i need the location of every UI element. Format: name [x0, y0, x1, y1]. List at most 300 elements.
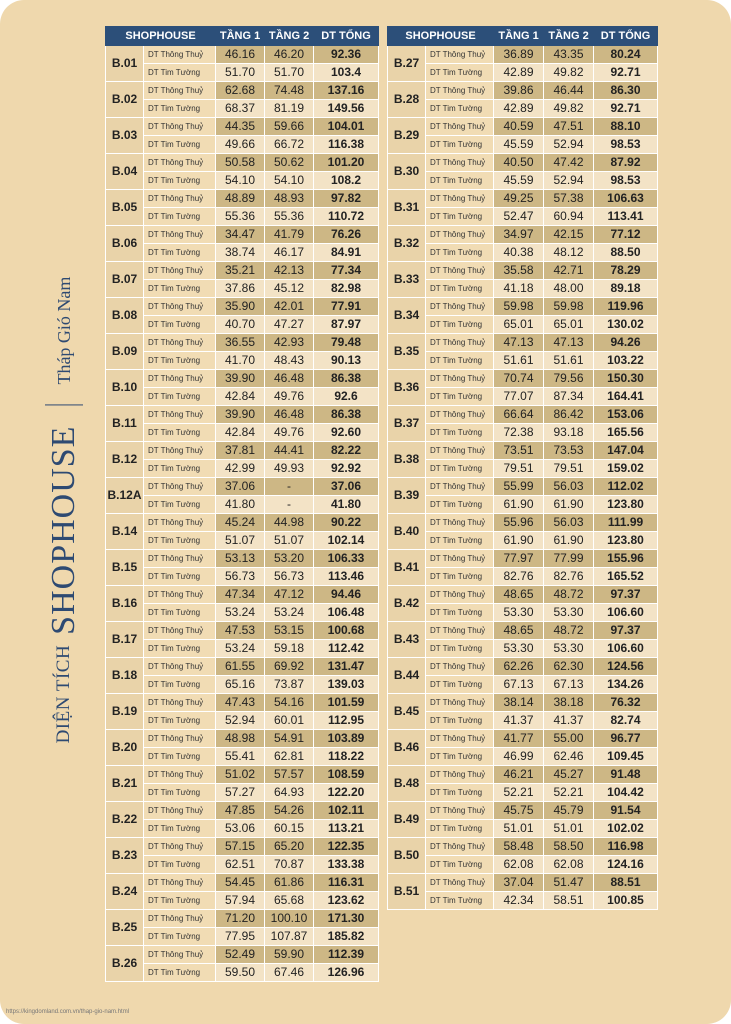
total-area: 80.24 — [594, 46, 658, 64]
row-label-tim-tuong: DT Tim Tường — [426, 280, 494, 298]
total-area: 124.56 — [594, 658, 658, 676]
floor1-area: 34.97 — [494, 226, 544, 244]
unit-code: B.14 — [106, 514, 144, 550]
row-label-thong-thuy: DT Thông Thuỷ — [426, 334, 494, 352]
floor2-area: 60.15 — [265, 820, 314, 838]
total-area: 87.97 — [314, 316, 379, 334]
unit-code: B.01 — [106, 46, 144, 82]
row-label-thong-thuy: DT Thông Thuỷ — [144, 802, 216, 820]
unit-code: B.06 — [106, 226, 144, 262]
header-floor1: TẦNG 1 — [216, 27, 265, 46]
floor1-area: 35.21 — [216, 262, 265, 280]
row-label-thong-thuy: DT Thông Thuỷ — [144, 622, 216, 640]
table-row — [106, 118, 379, 136]
table-row — [106, 136, 379, 154]
floor1-area: 71.20 — [216, 910, 265, 928]
floor1-area: 50.58 — [216, 154, 265, 172]
floor2-area: 82.76 — [544, 568, 594, 586]
table-row — [106, 604, 379, 622]
table-row — [388, 388, 658, 406]
total-area: 103.4 — [314, 64, 379, 82]
floor1-area: 52.21 — [494, 784, 544, 802]
total-area: 112.39 — [314, 946, 379, 964]
unit-code: B.43 — [388, 622, 426, 658]
total-area: 97.37 — [594, 586, 658, 604]
total-area: 92.36 — [314, 46, 379, 64]
table-row — [106, 586, 379, 604]
table-row — [388, 748, 658, 766]
total-area: 153.06 — [594, 406, 658, 424]
floor2-area: 42.93 — [265, 334, 314, 352]
row-label-tim-tuong: DT Tim Tường — [426, 676, 494, 694]
floor1-area: 59.98 — [494, 298, 544, 316]
table-row — [106, 442, 379, 460]
floor2-area: 47.42 — [544, 154, 594, 172]
total-area: 112.42 — [314, 640, 379, 658]
row-label-thong-thuy: DT Thông Thuỷ — [144, 478, 216, 496]
floor2-area: 65.20 — [265, 838, 314, 856]
table-row — [106, 820, 379, 838]
table-row — [106, 622, 379, 640]
unit-code: B.34 — [388, 298, 426, 334]
table-row — [106, 802, 379, 820]
table-row — [106, 946, 379, 964]
floor2-area: 49.82 — [544, 100, 594, 118]
total-area: 165.56 — [594, 424, 658, 442]
table-row — [106, 784, 379, 802]
unit-code: B.08 — [106, 298, 144, 334]
unit-code: B.49 — [388, 802, 426, 838]
floor2-area: 48.72 — [544, 586, 594, 604]
row-label-tim-tuong: DT Tim Tường — [144, 316, 216, 334]
row-label-thong-thuy: DT Thông Thuỷ — [144, 118, 216, 136]
table-row — [106, 856, 379, 874]
floor1-area: 39.90 — [216, 406, 265, 424]
table-row — [388, 244, 658, 262]
table-row — [106, 154, 379, 172]
side-divider — [45, 405, 83, 406]
row-label-tim-tuong: DT Tim Tường — [144, 388, 216, 406]
row-label-tim-tuong: DT Tim Tường — [426, 136, 494, 154]
header-code: SHOPHOUSE — [106, 27, 216, 46]
table-row — [106, 64, 379, 82]
total-area: 134.26 — [594, 676, 658, 694]
row-label-thong-thuy: DT Thông Thuỷ — [426, 154, 494, 172]
floor2-area: 41.37 — [544, 712, 594, 730]
floor2-area: 69.92 — [265, 658, 314, 676]
floor1-area: 55.96 — [494, 514, 544, 532]
table-row — [388, 694, 658, 712]
table-row — [388, 46, 658, 64]
total-area: 77.34 — [314, 262, 379, 280]
shophouse-table-left — [105, 26, 379, 982]
floor2-area: 52.94 — [544, 172, 594, 190]
unit-code: B.44 — [388, 658, 426, 694]
floor1-area: 73.51 — [494, 442, 544, 460]
table-row — [388, 730, 658, 748]
floor2-area: 51.01 — [544, 820, 594, 838]
row-label-tim-tuong: DT Tim Tường — [144, 460, 216, 478]
floor1-area: 52.49 — [216, 946, 265, 964]
floor2-area: 46.48 — [265, 406, 314, 424]
floor2-area: 45.79 — [544, 802, 594, 820]
total-area: 90.22 — [314, 514, 379, 532]
floor1-area: 61.55 — [216, 658, 265, 676]
total-area: 77.12 — [594, 226, 658, 244]
floor2-area: 62.30 — [544, 658, 594, 676]
unit-code: B.37 — [388, 406, 426, 442]
floor1-area: 46.99 — [494, 748, 544, 766]
row-label-tim-tuong: DT Tim Tường — [426, 352, 494, 370]
row-label-thong-thuy: DT Thông Thuỷ — [426, 694, 494, 712]
unit-code: B.12 — [106, 442, 144, 478]
floor2-area: 47.51 — [544, 118, 594, 136]
row-label-tim-tuong: DT Tim Tường — [144, 136, 216, 154]
unit-code: B.02 — [106, 82, 144, 118]
floor1-area: 42.99 — [216, 460, 265, 478]
floor1-area: 49.66 — [216, 136, 265, 154]
unit-code: B.04 — [106, 154, 144, 190]
table-row — [388, 514, 658, 532]
total-area: 89.18 — [594, 280, 658, 298]
floor2-area: 93.18 — [544, 424, 594, 442]
table-row — [106, 892, 379, 910]
unit-code: B.28 — [388, 82, 426, 118]
floor1-area: 42.89 — [494, 100, 544, 118]
row-label-thong-thuy: DT Thông Thuỷ — [426, 838, 494, 856]
table-row — [388, 460, 658, 478]
floor2-area: 70.87 — [265, 856, 314, 874]
total-area: 126.96 — [314, 964, 379, 982]
table-row — [388, 568, 658, 586]
floor1-area: 53.24 — [216, 604, 265, 622]
floor1-area: 38.74 — [216, 244, 265, 262]
floor2-area: 54.16 — [265, 694, 314, 712]
table-row — [388, 874, 658, 892]
row-label-tim-tuong: DT Tim Tường — [426, 856, 494, 874]
row-label-thong-thuy: DT Thông Thuỷ — [144, 658, 216, 676]
floor1-area: 53.06 — [216, 820, 265, 838]
total-area: 86.38 — [314, 406, 379, 424]
total-area: 79.48 — [314, 334, 379, 352]
total-area: 92.92 — [314, 460, 379, 478]
total-area: 77.91 — [314, 298, 379, 316]
floor2-area: 47.12 — [265, 586, 314, 604]
floor1-area: 34.47 — [216, 226, 265, 244]
row-label-tim-tuong: DT Tim Tường — [426, 460, 494, 478]
floor2-area: 48.72 — [544, 622, 594, 640]
table-row — [106, 640, 379, 658]
total-area: 119.96 — [594, 298, 658, 316]
floor1-area: 47.43 — [216, 694, 265, 712]
total-area: 76.26 — [314, 226, 379, 244]
total-area: 92.60 — [314, 424, 379, 442]
table-row — [388, 298, 658, 316]
total-area: 116.31 — [314, 874, 379, 892]
table-row — [388, 550, 658, 568]
floor2-area: 59.90 — [265, 946, 314, 964]
table-row — [106, 928, 379, 946]
table-row — [106, 262, 379, 280]
floor1-area: 46.21 — [494, 766, 544, 784]
table-row — [388, 586, 658, 604]
floor1-area: 47.53 — [216, 622, 265, 640]
row-label-thong-thuy: DT Thông Thuỷ — [144, 154, 216, 172]
floor1-area: 45.24 — [216, 514, 265, 532]
floor1-area: 51.61 — [494, 352, 544, 370]
total-area: 139.03 — [314, 676, 379, 694]
table-row — [106, 766, 379, 784]
unit-code: B.46 — [388, 730, 426, 766]
total-area: 92.71 — [594, 100, 658, 118]
row-label-tim-tuong: DT Tim Tường — [426, 784, 494, 802]
unit-code: B.35 — [388, 334, 426, 370]
row-label-thong-thuy: DT Thông Thuỷ — [426, 622, 494, 640]
table-row — [106, 838, 379, 856]
floor1-area: 57.15 — [216, 838, 265, 856]
total-area: 110.72 — [314, 208, 379, 226]
total-area: 106.63 — [594, 190, 658, 208]
floor1-area: 72.38 — [494, 424, 544, 442]
unit-code: B.32 — [388, 226, 426, 262]
table-row — [388, 64, 658, 82]
unit-code: B.33 — [388, 262, 426, 298]
total-area: 94.26 — [594, 334, 658, 352]
table-row — [106, 874, 379, 892]
floor2-area: 59.66 — [265, 118, 314, 136]
row-label-thong-thuy: DT Thông Thuỷ — [426, 370, 494, 388]
unit-code: B.26 — [106, 946, 144, 982]
table-row — [106, 478, 379, 496]
floor1-area: 62.51 — [216, 856, 265, 874]
table-row — [388, 892, 658, 910]
row-label-thong-thuy: DT Thông Thuỷ — [426, 82, 494, 100]
floor2-area: 49.76 — [265, 424, 314, 442]
unit-code: B.12A — [106, 478, 144, 514]
total-area: 82.22 — [314, 442, 379, 460]
table-row — [106, 316, 379, 334]
table-row — [388, 856, 658, 874]
floor2-area: 86.42 — [544, 406, 594, 424]
floor2-area: 46.48 — [265, 370, 314, 388]
table-row — [388, 280, 658, 298]
floor1-area: 51.70 — [216, 64, 265, 82]
floor2-area: 53.24 — [265, 604, 314, 622]
floor2-area: 46.20 — [265, 46, 314, 64]
total-area: 106.60 — [594, 640, 658, 658]
side-title-line1: DIỆN TÍCH — [53, 644, 74, 744]
floor2-area: 49.82 — [544, 64, 594, 82]
floor2-area: 42.01 — [265, 298, 314, 316]
total-area: 88.10 — [594, 118, 658, 136]
table-row — [388, 406, 658, 424]
floor1-area: 54.45 — [216, 874, 265, 892]
floor1-area: 41.77 — [494, 730, 544, 748]
table-row — [106, 712, 379, 730]
unit-code: B.39 — [388, 478, 426, 514]
table-row — [388, 154, 658, 172]
table-row — [388, 604, 658, 622]
total-area: 112.02 — [594, 478, 658, 496]
total-area: 94.46 — [314, 586, 379, 604]
total-area: 88.50 — [594, 244, 658, 262]
table-row — [106, 406, 379, 424]
table-row — [106, 352, 379, 370]
total-area: 82.98 — [314, 280, 379, 298]
total-area: 98.53 — [594, 172, 658, 190]
unit-code: B.50 — [388, 838, 426, 874]
floor1-area: 37.81 — [216, 442, 265, 460]
unit-code: B.09 — [106, 334, 144, 370]
total-area: 90.13 — [314, 352, 379, 370]
table-row — [106, 496, 379, 514]
total-area: 147.04 — [594, 442, 658, 460]
unit-code: B.22 — [106, 802, 144, 838]
floor1-area: 62.68 — [216, 82, 265, 100]
table-row — [106, 226, 379, 244]
floor1-area: 44.35 — [216, 118, 265, 136]
total-area: 101.20 — [314, 154, 379, 172]
floor2-area: 42.71 — [544, 262, 594, 280]
floor2-area: 87.34 — [544, 388, 594, 406]
floor1-area: 51.02 — [216, 766, 265, 784]
footer-url: https://kingdomland.com.vn/thap-gio-nam.html — [6, 1009, 130, 1015]
row-label-tim-tuong: DT Tim Tường — [426, 532, 494, 550]
table-row — [106, 424, 379, 442]
floor2-area: 57.38 — [544, 190, 594, 208]
floor2-area: 66.72 — [265, 136, 314, 154]
table-row — [106, 676, 379, 694]
unit-code: B.03 — [106, 118, 144, 154]
unit-code: B.41 — [388, 550, 426, 586]
floor1-area: 51.01 — [494, 820, 544, 838]
floor1-area: 36.89 — [494, 46, 544, 64]
row-label-thong-thuy: DT Thông Thuỷ — [144, 46, 216, 64]
total-area: 87.92 — [594, 154, 658, 172]
table-row — [388, 496, 658, 514]
floor1-area: 57.94 — [216, 892, 265, 910]
floor2-area: 53.15 — [265, 622, 314, 640]
total-area: 123.62 — [314, 892, 379, 910]
floor2-area: 58.51 — [544, 892, 594, 910]
unit-code: B.10 — [106, 370, 144, 406]
table-row — [388, 136, 658, 154]
side-title — [34, 230, 94, 790]
row-label-thong-thuy: DT Thông Thuỷ — [144, 910, 216, 928]
row-label-thong-thuy: DT Thông Thuỷ — [426, 442, 494, 460]
total-area: 137.16 — [314, 82, 379, 100]
total-area: 104.42 — [594, 784, 658, 802]
table-row — [388, 334, 658, 352]
unit-code: B.23 — [106, 838, 144, 874]
unit-code: B.40 — [388, 514, 426, 550]
row-label-tim-tuong: DT Tim Tường — [144, 676, 216, 694]
row-label-tim-tuong: DT Tim Tường — [144, 928, 216, 946]
header-floor2: TẦNG 2 — [265, 27, 314, 46]
floor1-area: 38.14 — [494, 694, 544, 712]
floor2-area: 73.87 — [265, 676, 314, 694]
floor1-area: 41.37 — [494, 712, 544, 730]
table-row — [388, 316, 658, 334]
shophouse-table-right — [387, 26, 658, 910]
floor2-area: - — [265, 496, 314, 514]
floor1-area: 37.04 — [494, 874, 544, 892]
floor1-area: 42.84 — [216, 388, 265, 406]
floor1-area: 65.16 — [216, 676, 265, 694]
floor1-area: 79.51 — [494, 460, 544, 478]
total-area: 108.2 — [314, 172, 379, 190]
table-row — [388, 208, 658, 226]
floor2-area: 42.15 — [544, 226, 594, 244]
floor1-area: 55.99 — [494, 478, 544, 496]
floor2-area: 81.19 — [265, 100, 314, 118]
row-label-thong-thuy: DT Thông Thuỷ — [144, 514, 216, 532]
total-area: 92.6 — [314, 388, 379, 406]
total-area: 102.14 — [314, 532, 379, 550]
row-label-tim-tuong: DT Tim Tường — [144, 352, 216, 370]
floor2-area: 44.41 — [265, 442, 314, 460]
total-area: 92.71 — [594, 64, 658, 82]
total-area: 113.46 — [314, 568, 379, 586]
row-label-tim-tuong: DT Tim Tường — [144, 856, 216, 874]
floor2-area: 52.94 — [544, 136, 594, 154]
floor1-area: 45.59 — [494, 172, 544, 190]
floor1-area: 37.06 — [216, 478, 265, 496]
total-area: 124.16 — [594, 856, 658, 874]
row-label-thong-thuy: DT Thông Thuỷ — [144, 442, 216, 460]
row-label-tim-tuong: DT Tim Tường — [426, 568, 494, 586]
header-total: DT TỔNG — [314, 27, 379, 46]
floor1-area: 40.59 — [494, 118, 544, 136]
table-row — [106, 82, 379, 100]
floor2-area: 54.10 — [265, 172, 314, 190]
header-floor2: TẦNG 2 — [544, 27, 594, 46]
floor2-area: 79.56 — [544, 370, 594, 388]
total-area: 78.29 — [594, 262, 658, 280]
floor1-area: 47.85 — [216, 802, 265, 820]
table-row — [388, 226, 658, 244]
total-area: 122.20 — [314, 784, 379, 802]
table-row — [388, 766, 658, 784]
row-label-thong-thuy: DT Thông Thuỷ — [144, 838, 216, 856]
floor2-area: 54.26 — [265, 802, 314, 820]
total-area: 100.68 — [314, 622, 379, 640]
floor1-area: 40.70 — [216, 316, 265, 334]
row-label-tim-tuong: DT Tim Tường — [144, 172, 216, 190]
floor1-area: 55.41 — [216, 748, 265, 766]
unit-code: B.07 — [106, 262, 144, 298]
total-area: 159.02 — [594, 460, 658, 478]
unit-code: B.18 — [106, 658, 144, 694]
table-row — [106, 694, 379, 712]
total-area: 164.41 — [594, 388, 658, 406]
floor2-area: 38.18 — [544, 694, 594, 712]
side-subtitle: Tháp Gió Nam — [53, 276, 74, 385]
table-row — [388, 838, 658, 856]
floor2-area: 79.51 — [544, 460, 594, 478]
unit-code: B.30 — [388, 154, 426, 190]
total-area: 86.38 — [314, 370, 379, 388]
row-label-thong-thuy: DT Thông Thuỷ — [144, 550, 216, 568]
floor1-area: 40.38 — [494, 244, 544, 262]
table-row — [388, 676, 658, 694]
row-label-tim-tuong: DT Tim Tường — [426, 100, 494, 118]
floor1-area: 68.37 — [216, 100, 265, 118]
floor1-area: 66.64 — [494, 406, 544, 424]
floor2-area: - — [265, 478, 314, 496]
table-row — [388, 424, 658, 442]
row-label-thong-thuy: DT Thông Thuỷ — [426, 298, 494, 316]
